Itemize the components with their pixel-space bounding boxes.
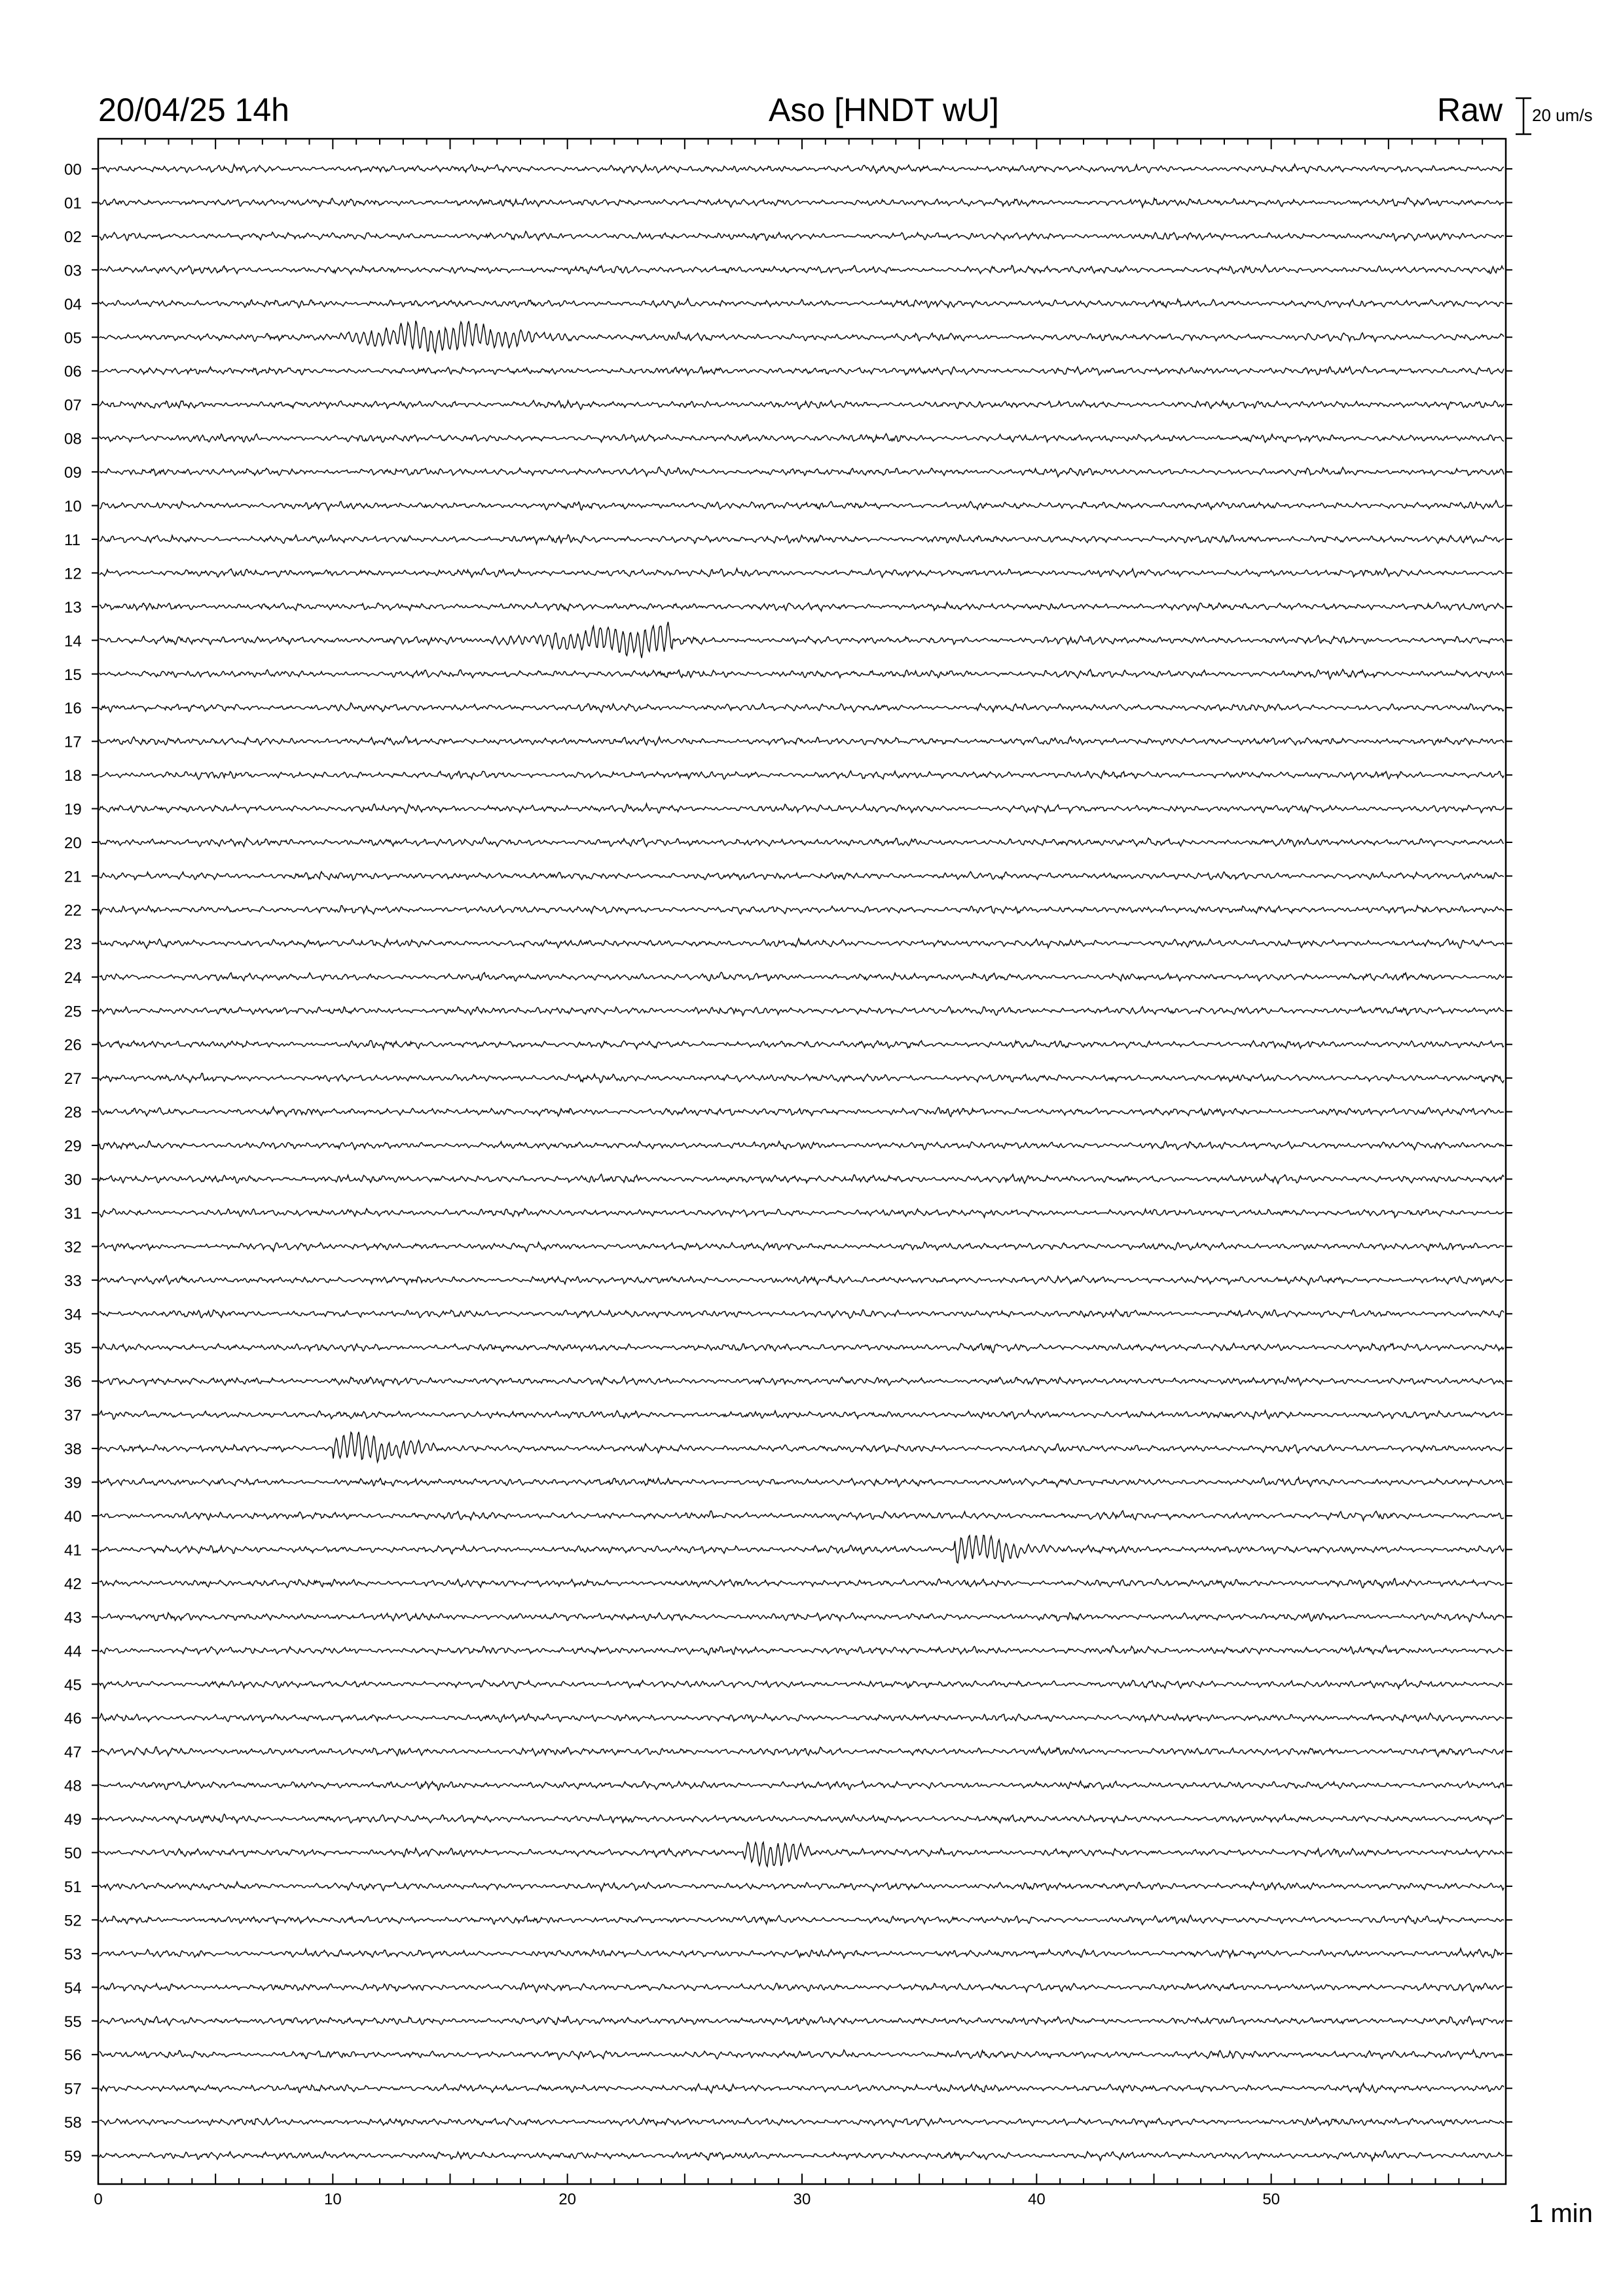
header-mode: Raw: [1436, 92, 1503, 128]
x-tick-label-10: 10: [323, 2191, 342, 2208]
row-label-06: 06: [64, 363, 82, 381]
trace-line-09: [100, 467, 1504, 477]
row-label-25: 25: [64, 1003, 82, 1021]
row-label-33: 33: [64, 1272, 82, 1290]
row-label-08: 08: [64, 430, 82, 448]
trace-line-07: [100, 401, 1504, 410]
chart-title: Aso [HNDT wU]: [769, 92, 999, 128]
trace-line-14: [100, 622, 1504, 658]
trace-line-58: [100, 2118, 1504, 2127]
trace-line-28: [100, 1107, 1504, 1117]
row-label-31: 31: [64, 1204, 82, 1223]
x-tick-label-40: 40: [1027, 2191, 1046, 2208]
trace-line-20: [100, 838, 1504, 847]
trace-line-16: [100, 703, 1504, 712]
row-label-47: 47: [64, 1744, 82, 1762]
trace-line-56: [100, 2050, 1504, 2060]
row-label-46: 46: [64, 1710, 82, 1728]
row-label-36: 36: [64, 1373, 82, 1391]
row-label-05: 05: [64, 329, 82, 348]
row-label-24: 24: [64, 969, 82, 987]
header-date-hour: 20/04/25 14h: [98, 92, 289, 128]
trace-line-29: [100, 1141, 1504, 1150]
trace-line-18: [100, 771, 1504, 780]
trace-line-57: [100, 2083, 1504, 2093]
row-label-22: 22: [64, 901, 82, 920]
row-label-21: 21: [64, 868, 82, 886]
row-label-34: 34: [64, 1306, 82, 1324]
row-label-09: 09: [64, 464, 82, 482]
trace-line-08: [100, 434, 1504, 442]
row-label-51: 51: [64, 1878, 82, 1896]
row-label-15: 15: [64, 666, 82, 684]
row-label-45: 45: [64, 1676, 82, 1695]
trace-line-38: [100, 1432, 1504, 1462]
trace-line-21: [100, 872, 1504, 880]
trace-line-00: [100, 164, 1504, 173]
row-label-52: 52: [64, 1912, 82, 1930]
row-label-53: 53: [64, 1945, 82, 1964]
row-label-07: 07: [64, 397, 82, 415]
trace-line-39: [100, 1477, 1504, 1486]
trace-line-24: [100, 972, 1504, 981]
trace-line-02: [100, 231, 1504, 241]
plot-frame: [98, 139, 1506, 2184]
trace-line-44: [100, 1645, 1504, 1655]
row-label-40: 40: [64, 1508, 82, 1526]
row-label-17: 17: [64, 733, 82, 751]
row-label-23: 23: [64, 935, 82, 954]
trace-line-11: [100, 535, 1504, 544]
trace-line-53: [100, 1948, 1504, 1958]
x-tick-label-0: 0: [94, 2191, 103, 2208]
x-tick-group: [94, 139, 1506, 2208]
trace-line-30: [100, 1174, 1504, 1184]
row-label-30: 30: [64, 1171, 82, 1189]
trace-line-51: [100, 1882, 1504, 1891]
trace-line-37: [100, 1410, 1504, 1420]
row-label-group: [64, 161, 1512, 2166]
row-label-03: 03: [64, 262, 82, 280]
trace-line-15: [100, 670, 1504, 679]
trace-line-12: [100, 569, 1504, 578]
trace-line-54: [100, 1983, 1504, 1992]
x-unit-label: 1 min: [1529, 2199, 1593, 2228]
row-label-14: 14: [64, 632, 82, 651]
trace-line-34: [100, 1310, 1504, 1319]
x-tick-label-30: 30: [793, 2191, 811, 2208]
row-label-39: 39: [64, 1474, 82, 1492]
row-label-32: 32: [64, 1238, 82, 1257]
row-label-59: 59: [64, 2147, 82, 2166]
trace-line-35: [100, 1343, 1504, 1352]
row-label-26: 26: [64, 1036, 82, 1054]
row-label-27: 27: [64, 1070, 82, 1088]
trace-line-43: [100, 1613, 1504, 1622]
row-label-54: 54: [64, 1979, 82, 1998]
trace-line-41: [100, 1535, 1504, 1564]
row-label-57: 57: [64, 2080, 82, 2098]
row-label-13: 13: [64, 598, 82, 617]
trace-line-33: [100, 1276, 1504, 1285]
row-label-10: 10: [64, 497, 82, 516]
row-label-48: 48: [64, 1777, 82, 1795]
trace-line-26: [100, 1040, 1504, 1049]
trace-line-17: [100, 736, 1504, 745]
trace-line-48: [100, 1781, 1504, 1790]
trace-line-01: [100, 198, 1504, 207]
row-label-12: 12: [64, 565, 82, 583]
trace-line-50: [100, 1842, 1504, 1867]
row-label-41: 41: [64, 1541, 82, 1560]
trace-line-47: [100, 1747, 1504, 1757]
row-label-16: 16: [64, 700, 82, 718]
row-label-38: 38: [64, 1441, 82, 1459]
row-label-29: 29: [64, 1138, 82, 1156]
row-label-11: 11: [64, 531, 81, 549]
trace-line-23: [100, 939, 1504, 948]
trace-line-32: [100, 1242, 1504, 1252]
trace-line-13: [100, 602, 1504, 611]
scale-bar: [1516, 98, 1531, 134]
row-label-35: 35: [64, 1339, 82, 1357]
row-label-50: 50: [64, 1844, 82, 1863]
trace-line-59: [100, 2151, 1504, 2161]
row-label-28: 28: [64, 1103, 82, 1122]
trace-line-27: [100, 1073, 1504, 1083]
row-label-49: 49: [64, 1811, 82, 1829]
row-label-55: 55: [64, 2013, 82, 2031]
trace-line-55: [100, 2017, 1504, 2026]
row-label-58: 58: [64, 2114, 82, 2132]
trace-line-40: [100, 1511, 1504, 1520]
trace-line-52: [100, 1915, 1504, 1924]
x-tick-label-50: 50: [1262, 2191, 1281, 2208]
trace-line-10: [100, 501, 1504, 511]
row-label-04: 04: [64, 295, 82, 314]
row-label-00: 00: [64, 161, 82, 179]
trace-line-03: [100, 265, 1504, 274]
row-label-37: 37: [64, 1407, 82, 1425]
trace-line-46: [100, 1713, 1504, 1723]
trace-line-49: [100, 1814, 1504, 1823]
trace-line-45: [100, 1679, 1504, 1689]
trace-group: [100, 164, 1504, 2161]
row-label-44: 44: [64, 1642, 82, 1660]
row-label-18: 18: [64, 767, 82, 785]
trace-line-04: [100, 298, 1504, 308]
trace-line-06: [100, 367, 1504, 375]
trace-line-31: [100, 1209, 1504, 1218]
row-label-01: 01: [64, 194, 82, 213]
row-label-19: 19: [64, 800, 82, 819]
row-label-02: 02: [64, 228, 82, 246]
row-label-42: 42: [64, 1575, 82, 1593]
row-label-43: 43: [64, 1609, 82, 1627]
trace-line-42: [100, 1579, 1504, 1588]
scale-label: 20 um/s: [1532, 105, 1593, 125]
trace-line-25: [100, 1007, 1504, 1016]
trace-line-22: [100, 906, 1504, 914]
trace-line-05: [100, 321, 1504, 353]
x-tick-label-20: 20: [558, 2191, 577, 2208]
trace-line-36: [100, 1376, 1504, 1386]
row-label-20: 20: [64, 834, 82, 852]
trace-line-19: [100, 804, 1504, 814]
row-label-56: 56: [64, 2047, 82, 2065]
